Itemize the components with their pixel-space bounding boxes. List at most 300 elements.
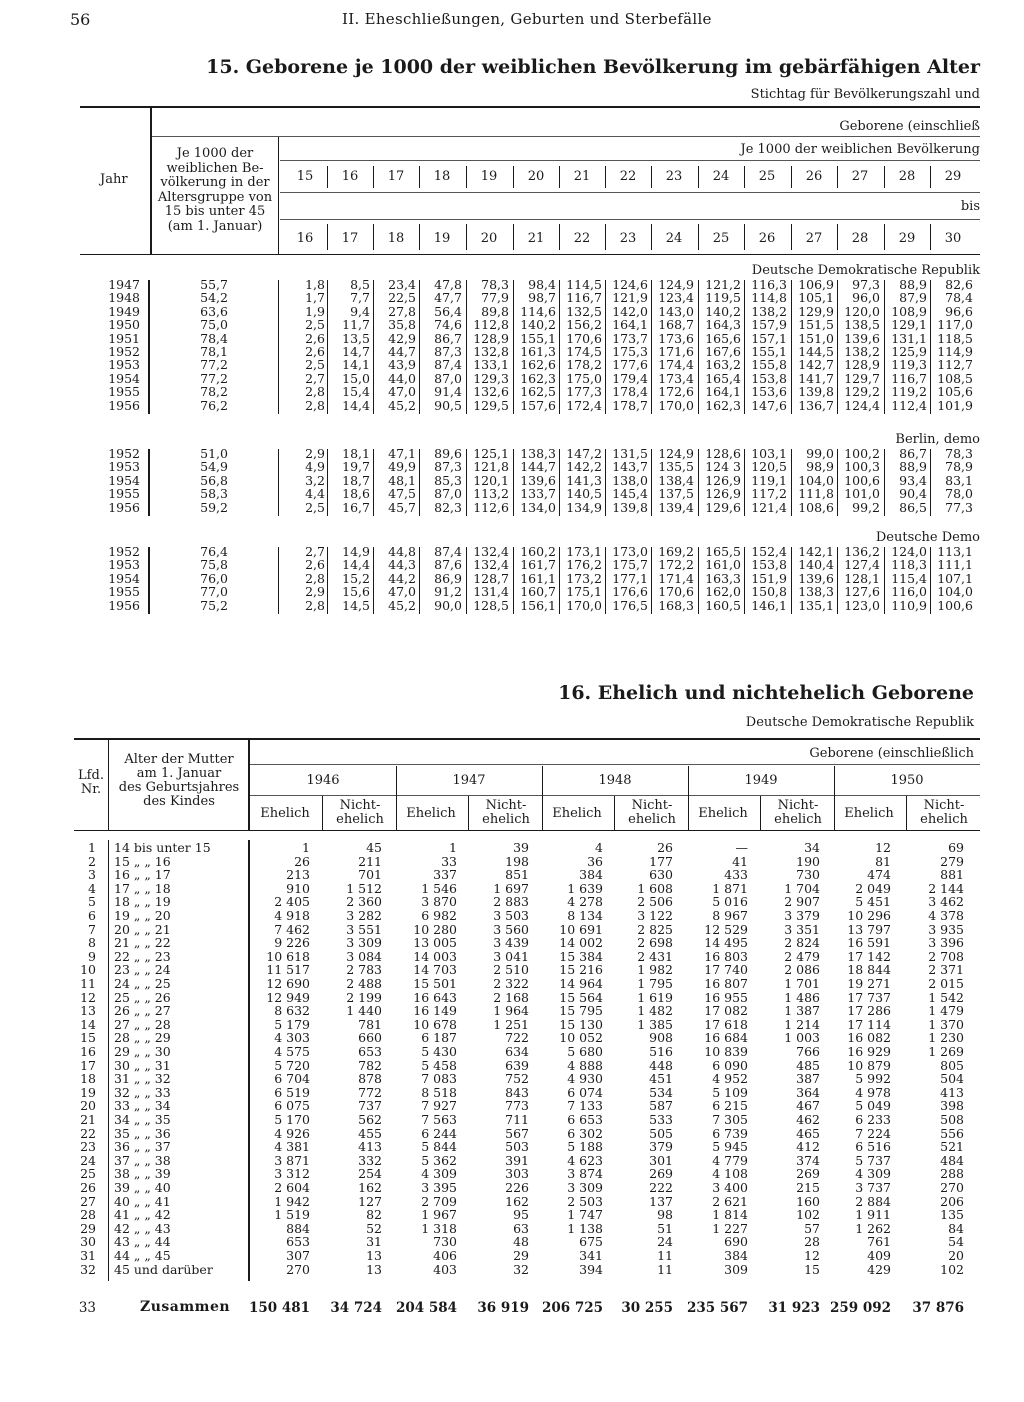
table15-age-from: 17: [387, 169, 405, 184]
table15-value-cell: 100,3: [844, 459, 880, 475]
table16-sub-ehelich: Ehelich: [844, 806, 894, 821]
table15-value-cell: 87,3: [434, 344, 462, 359]
table15-value-cell: 142,2: [566, 459, 602, 475]
table15-value-cell: 15,6: [342, 584, 370, 600]
table16-value-cell: 5 737: [855, 1152, 891, 1168]
table15-value-cell: 85,3: [434, 472, 462, 488]
table16-value-cell: 2 883: [493, 894, 529, 910]
table16-sub-nicht: Nicht-: [339, 798, 381, 813]
table16-value-cell: 484: [940, 1152, 964, 1168]
table15-value-cell: 4,9: [305, 459, 325, 475]
table16-value-cell: 1 964: [493, 1003, 529, 1019]
table15-value-cell: 155,1: [751, 344, 787, 359]
table16-value-cell: 1 704: [784, 880, 820, 896]
table16-value-cell: 587: [649, 1098, 673, 1114]
table16-value-cell: 1 227: [712, 1220, 748, 1236]
table16-sub-nicht: Nicht-: [631, 798, 673, 813]
table15-value-cell: 90,5: [434, 397, 462, 413]
table16-value-cell: 63: [513, 1220, 529, 1236]
table15-value-cell: 4,4: [305, 486, 325, 502]
table16-value-cell: 406: [433, 1248, 457, 1263]
table15-value-cell: 120,5: [751, 459, 787, 475]
table16-value-cell: 403: [433, 1261, 457, 1277]
table16-value-cell: 84: [948, 1220, 964, 1236]
table16-value-cell: 51: [657, 1220, 673, 1236]
table15-value-cell: 2,6: [305, 557, 325, 573]
table15-age-from: 29: [944, 169, 962, 184]
table15-age-to: 24: [665, 231, 683, 246]
table15-value-cell: 131,4: [473, 584, 509, 600]
table15-value-cell: 1,7: [305, 290, 325, 306]
table15-value-cell: 104,0: [937, 584, 973, 600]
table15-section-label: Deutsche Demokratische Republik: [751, 263, 980, 278]
table15-value-cell: 138,2: [844, 344, 880, 359]
table16-value-cell: 690: [724, 1234, 748, 1250]
table16-value-cell: 206: [940, 1193, 964, 1209]
table15-age-to: 26: [758, 231, 776, 246]
table15-value-cell: 100,2: [844, 446, 880, 461]
table15-total-cell: 55,7: [200, 277, 228, 292]
table16-value-cell: 34: [804, 840, 820, 855]
table15-value-cell: 161,7: [520, 557, 556, 573]
table16-value-cell: 17 618: [704, 1016, 748, 1032]
table16-value-cell: 451: [649, 1071, 673, 1087]
table15-col-rate-line: Je 1000 der: [176, 146, 254, 161]
table15-value-cell: 127,4: [844, 557, 880, 573]
table16-value-cell: 26: [657, 840, 673, 855]
table15-year-cell: 1953: [108, 459, 140, 475]
table15-value-cell: 23,4: [388, 277, 416, 292]
table16-value-cell: 843: [505, 1084, 529, 1100]
table16-value-cell: 2 510: [493, 962, 529, 978]
table16-value-cell: 135: [940, 1207, 964, 1223]
table16-value-cell: 16 803: [704, 948, 748, 964]
table15-value-cell: 157,9: [751, 317, 787, 333]
table16-row-age: 25 „ „ 26: [114, 989, 171, 1005]
table15-value-cell: 145,4: [612, 486, 648, 502]
table16-value-cell: 7 224: [855, 1125, 891, 1141]
table16-value-cell: 5 016: [712, 894, 748, 910]
table15-value-cell: 118,3: [891, 557, 927, 573]
table16-value-cell: 3 396: [928, 935, 964, 951]
table16-value-cell: 653: [358, 1044, 382, 1059]
table16-value-cell: 16 955: [704, 989, 748, 1005]
table16-value-cell: 4 779: [712, 1152, 748, 1168]
table15-value-cell: 105,6: [937, 384, 973, 400]
table16-value-cell: 3 871: [274, 1152, 310, 1168]
table16-sub-ehelich: Ehelich: [698, 806, 748, 821]
table15-value-cell: 178,2: [566, 357, 602, 373]
table15-value-cell: 132,5: [566, 303, 602, 319]
table16-value-cell: 3 935: [928, 921, 964, 937]
table15-value-cell: 87,4: [434, 357, 462, 373]
table16-sub-nicht: ehelich: [774, 812, 822, 827]
table15-value-cell: 172,4: [566, 397, 602, 413]
table16-value-cell: 13 797: [847, 921, 891, 937]
table15-value-cell: 15,4: [342, 384, 370, 400]
table16-value-cell: 3 312: [274, 1166, 310, 1182]
table15-year-cell: 1949: [108, 303, 140, 319]
table16-value-cell: 2 503: [567, 1193, 603, 1209]
table16-row-nr: 18: [80, 1071, 96, 1087]
table16-row-age: 35 „ „ 36: [114, 1125, 171, 1141]
table16-value-cell: 10 879: [847, 1057, 891, 1073]
table16-row-age: 28 „ „ 29: [114, 1030, 171, 1046]
table16-value-cell: 6 215: [712, 1098, 748, 1114]
table15-col-rate-line: völkerung in der: [160, 175, 270, 190]
table15-age-from: 20: [527, 169, 545, 184]
table16-value-cell: 20: [948, 1248, 964, 1263]
table16-subtitle: Deutsche Demokratische Republik: [745, 715, 974, 730]
table15-value-cell: 49,9: [388, 459, 416, 475]
table16-title: 16. Ehelich und nichtehelich Geborene: [558, 682, 974, 704]
table16-value-cell: 4 309: [421, 1166, 457, 1182]
table16-value-cell: 1: [302, 840, 310, 855]
table16-value-cell: 2 783: [346, 962, 382, 978]
table15-year-cell: 1955: [108, 584, 140, 600]
table15-value-cell: 176,6: [612, 584, 648, 600]
table16-year-label: 1950: [890, 773, 924, 788]
table16-value-cell: 5 844: [421, 1139, 457, 1155]
table16-value-cell: 10 052: [559, 1030, 603, 1046]
table16-row-nr: 19: [80, 1084, 96, 1100]
table16-value-cell: 387: [796, 1071, 820, 1087]
table15-value-cell: 169,2: [658, 544, 694, 559]
table16-value-cell: 1 519: [274, 1207, 310, 1223]
table15-value-cell: 105,1: [798, 290, 834, 306]
table15-value-cell: 177,3: [566, 384, 602, 400]
table15-head-per1000: Je 1000 der weiblichen Bevölkerung: [740, 142, 980, 157]
table16-year-label: 1946: [306, 773, 340, 788]
table15-value-cell: 82,6: [945, 277, 973, 292]
table16-row-age: 29 „ „ 30: [114, 1044, 171, 1059]
table15-total-cell: 54,2: [200, 290, 228, 306]
table15-value-cell: 87,3: [434, 459, 462, 475]
table15-year-cell: 1953: [108, 357, 140, 373]
table15-age-from: 27: [851, 169, 869, 184]
table15-value-cell: 171,6: [658, 344, 694, 359]
table15-value-cell: 144,5: [798, 344, 834, 359]
table15-total-cell: 56,8: [200, 472, 228, 488]
table16-row-nr: 4: [88, 880, 96, 896]
table15-age-to: 18: [387, 231, 405, 246]
table16-sub-ehelich: Ehelich: [260, 806, 310, 821]
table15-value-cell: 146,1: [751, 597, 787, 613]
table15-value-cell: 99,0: [806, 446, 834, 461]
table16-value-cell: 2 322: [493, 976, 529, 991]
table16-row-nr: 5: [88, 894, 96, 910]
table16-value-cell: 127: [358, 1193, 382, 1209]
table16-row-nr: 14: [80, 1016, 96, 1032]
table16-sub-divider: [468, 796, 469, 830]
table16-sub-nicht: ehelich: [336, 812, 384, 827]
table15-value-cell: 112,6: [473, 499, 509, 515]
table16-row-nr: 2: [88, 853, 96, 869]
table15-value-cell: 129,7: [844, 370, 880, 386]
table15-value-cell: 44,3: [388, 557, 416, 573]
table16-value-cell: 5 680: [567, 1044, 603, 1059]
table15-value-cell: 87,0: [434, 370, 462, 386]
table15-total-cell: 78,4: [200, 330, 228, 346]
table15-value-cell: 120,0: [844, 303, 880, 319]
table16-row-nr: 9: [88, 948, 96, 964]
table16-value-cell: 2 884: [855, 1193, 891, 1209]
table15-year-cell: 1952: [108, 446, 140, 461]
table16-value-cell: 10 691: [559, 921, 603, 937]
table15-value-cell: 143,7: [612, 459, 648, 475]
table15-value-cell: 91,4: [434, 384, 462, 400]
table16-row-age: 37 „ „ 38: [114, 1152, 171, 1168]
table15-col-rate-line: (am 1. Januar): [167, 218, 263, 234]
table15-value-cell: 2,5: [305, 317, 325, 333]
table16-value-cell: 4 978: [855, 1084, 891, 1100]
table15-value-cell: 160,5: [705, 597, 741, 613]
table15-value-cell: 48,1: [388, 472, 416, 488]
table16-value-cell: 12 529: [704, 921, 748, 937]
table15-total-cell: 77,2: [200, 370, 228, 386]
table16-total-cell: 34 724: [330, 1300, 382, 1316]
table15-head-rule: [80, 254, 980, 255]
table15-value-cell: 128,9: [473, 330, 509, 346]
table16-value-cell: 711: [505, 1112, 529, 1127]
table15-value-cell: 18,1: [342, 446, 370, 461]
table16-value-cell: 10 280: [413, 921, 457, 937]
table16-value-cell: 413: [940, 1084, 964, 1100]
table16-value-cell: 394: [579, 1261, 603, 1277]
table16-col-age: des Kindes: [143, 794, 215, 809]
table16-value-cell: 1 214: [784, 1016, 820, 1032]
table15-value-cell: 78,4: [945, 290, 973, 306]
table15-value-cell: 141,7: [798, 370, 834, 386]
table15-total-cell: 76,0: [200, 570, 228, 586]
table16-row-age: 19 „ „ 20: [114, 908, 171, 923]
table16-value-cell: 467: [796, 1098, 820, 1114]
table16-value-cell: 2 431: [637, 948, 673, 964]
table16-value-cell: 13: [366, 1261, 382, 1277]
table15-value-cell: 116,3: [751, 277, 787, 292]
table16-row-nr: 7: [88, 921, 96, 937]
table15-value-cell: 82,3: [434, 499, 462, 515]
table15-value-cell: 100,6: [937, 597, 973, 613]
table15-value-cell: 163,3: [705, 570, 741, 586]
table16-value-cell: 309: [724, 1261, 748, 1277]
table15-age-from: 18: [433, 169, 451, 184]
table15-value-cell: 164,1: [612, 317, 648, 333]
table15-value-cell: 144,7: [520, 459, 556, 475]
table16-value-cell: 630: [649, 867, 673, 883]
table15-value-cell: 112,4: [891, 397, 927, 413]
table16-value-cell: 3 084: [346, 948, 382, 964]
table16-value-cell: 3 282: [346, 908, 382, 923]
table16-row-age: 43 „ „ 44: [114, 1234, 171, 1250]
table16-value-cell: 562: [358, 1112, 382, 1127]
table15-value-cell: 119,2: [891, 384, 927, 400]
table15-year-cell: 1955: [108, 486, 140, 502]
table15-value-cell: 161,0: [705, 557, 741, 573]
table16-value-cell: 14 964: [559, 976, 603, 991]
table16-row-nr: 17: [80, 1057, 96, 1073]
table16-row-age: 22 „ „ 23: [114, 948, 171, 964]
table15-value-cell: 96,6: [945, 303, 973, 319]
table15-value-cell: 155,1: [520, 330, 556, 346]
table15-head-born: Geborene (einschließ: [839, 119, 980, 134]
table16-value-cell: 14 003: [413, 948, 457, 964]
table15-age-from: 28: [898, 169, 916, 184]
table16-value-cell: 16 082: [847, 1030, 891, 1046]
table15-value-cell: 93,4: [899, 472, 927, 488]
table15-value-cell: 14,7: [342, 344, 370, 359]
table15-value-cell: 131,5: [612, 446, 648, 461]
table15-value-cell: 132,8: [473, 344, 509, 359]
table16-value-cell: 15 501: [413, 976, 457, 991]
table16-head-rule: [74, 830, 980, 831]
table15-value-cell: 129,2: [844, 384, 880, 400]
table15-value-cell: 121,4: [751, 499, 787, 515]
table15-value-cell: 114,5: [566, 277, 602, 292]
table16-value-cell: 556: [940, 1125, 964, 1141]
table16-value-cell: 4 888: [567, 1057, 603, 1073]
table15-value-cell: 45,7: [388, 499, 416, 515]
table16-value-cell: 36: [587, 853, 603, 869]
table16-year-label: 1947: [452, 773, 486, 788]
table15-value-cell: 143,0: [658, 303, 694, 319]
table16-value-cell: 15 564: [559, 989, 603, 1005]
table15-year-cell: 1947: [108, 277, 140, 292]
table16-value-cell: 1 512: [346, 880, 382, 896]
table15-value-cell: 47,5: [388, 486, 416, 502]
table16-value-cell: 222: [649, 1180, 673, 1195]
table16-value-cell: 226: [505, 1180, 529, 1195]
table15-value-cell: 113,1: [937, 544, 973, 559]
table16-row-nr: 15: [80, 1030, 96, 1046]
table15-col-rate-line: weiblichen Be-: [166, 160, 264, 176]
table16-value-cell: 398: [940, 1098, 964, 1114]
table16-value-cell: 465: [796, 1125, 820, 1141]
table15-value-cell: 78,3: [481, 277, 509, 292]
table15-age-from: 23: [665, 169, 683, 184]
table15-value-cell: 132,4: [473, 544, 509, 559]
table15-value-cell: 133,1: [473, 357, 509, 373]
table15-value-cell: 138,3: [798, 584, 834, 600]
table16-value-cell: 1 814: [712, 1207, 748, 1223]
table16-value-cell: 1 697: [493, 880, 529, 896]
table15-value-cell: 139,6: [520, 472, 556, 488]
table16-value-cell: 12 949: [266, 989, 310, 1005]
table16-value-cell: 5 720: [274, 1057, 310, 1073]
table16-value-cell: 6 739: [712, 1125, 748, 1141]
table16-row-age: 42 „ „ 43: [114, 1220, 171, 1236]
table16-sub-divider: [906, 796, 907, 830]
table15-value-cell: 164,3: [705, 317, 741, 333]
table16-sub-divider: [614, 796, 615, 830]
table15-value-cell: 128,9: [844, 357, 880, 373]
table15-value-cell: 128,6: [705, 446, 741, 461]
table16-value-cell: 4 303: [274, 1030, 310, 1046]
table16-value-cell: 567: [505, 1125, 529, 1141]
table16-value-cell: 17 286: [847, 1003, 891, 1019]
table15-value-cell: 116,7: [566, 290, 602, 306]
table16-value-cell: 1 942: [274, 1193, 310, 1209]
table15-value-cell: 160,2: [520, 544, 556, 559]
table15-value-cell: 135,1: [798, 597, 834, 613]
table15-year-cell: 1956: [108, 499, 140, 515]
table16-value-cell: 19 271: [847, 976, 891, 991]
table15-value-cell: 108,5: [937, 370, 973, 386]
table16-value-cell: 2 621: [712, 1193, 748, 1209]
table15-age-from: 15: [296, 169, 314, 184]
table16-value-cell: 7 133: [567, 1098, 603, 1114]
table15-value-cell: 124,9: [658, 446, 694, 461]
table16-value-cell: 1 440: [346, 1003, 382, 1019]
table15-value-cell: 113,2: [473, 486, 509, 502]
table16-value-cell: 2 824: [784, 935, 820, 951]
table15-value-cell: 170,6: [566, 330, 602, 346]
table16-value-cell: 15 795: [559, 1003, 603, 1019]
table16-row-age: 38 „ „ 39: [114, 1166, 171, 1182]
table16-value-cell: 8 967: [712, 908, 748, 923]
table15-value-cell: 131,1: [891, 330, 927, 346]
table15-section-total-rule: [278, 449, 279, 516]
table16-row-nr: 26: [80, 1180, 96, 1195]
table16-value-cell: 412: [796, 1139, 820, 1155]
table16-value-cell: 505: [649, 1125, 673, 1141]
table15-value-cell: 151,9: [751, 570, 787, 586]
table15-value-cell: 2,8: [305, 384, 325, 400]
table16-year-label: 1949: [744, 773, 778, 788]
table16-value-cell: 82: [366, 1207, 382, 1223]
table15-age-from: 16: [341, 169, 359, 184]
table15-value-cell: 161,3: [520, 344, 556, 359]
table15-value-cell: 156,2: [566, 317, 602, 333]
table16-value-cell: 45: [366, 840, 382, 855]
table15-value-cell: 3,2: [305, 472, 325, 488]
table15-year-cell: 1954: [108, 370, 140, 386]
table16-value-cell: 7 927: [421, 1098, 457, 1114]
table16-value-cell: 413: [358, 1139, 382, 1155]
table16-value-cell: 2 698: [637, 935, 673, 951]
table16-value-cell: 660: [358, 1030, 382, 1046]
table16-row-age: 15 „ „ 16: [114, 853, 171, 869]
table16-value-cell: 95: [513, 1207, 529, 1223]
table16-value-cell: 7 462: [274, 921, 310, 937]
table15-age-to: 16: [296, 231, 314, 246]
table16-value-cell: 3 400: [712, 1180, 748, 1195]
table15-total-cell: 75,0: [200, 317, 228, 333]
table15-value-cell: 87,0: [434, 486, 462, 502]
table15-value-cell: 165,6: [705, 330, 741, 346]
table16-value-cell: 878: [358, 1071, 382, 1087]
table16-total-cell: 235 567: [686, 1300, 748, 1316]
table15-value-cell: 124 3: [705, 459, 741, 475]
table16-value-cell: 5 109: [712, 1084, 748, 1100]
table16-value-cell: 455: [358, 1125, 382, 1141]
table15-value-cell: 173,6: [658, 330, 694, 346]
table15-age-from: 19: [480, 169, 498, 184]
table16-row-nr: 32: [80, 1261, 96, 1277]
table15-value-cell: 112,8: [473, 317, 509, 333]
table16-value-cell: 433: [724, 867, 748, 883]
table16-value-cell: 190: [796, 853, 820, 869]
table16-total-cell: 206 725: [541, 1300, 603, 1316]
table16-value-cell: 270: [940, 1180, 964, 1195]
table15-sub-rule: [152, 136, 980, 137]
table16-value-cell: 908: [649, 1030, 673, 1046]
table16-value-cell: 177: [649, 853, 673, 869]
table15-value-cell: 98,4: [528, 277, 556, 292]
table15-value-cell: 140,2: [705, 303, 741, 319]
table16-value-cell: 1 370: [928, 1016, 964, 1032]
table15-total-cell: 75,2: [200, 597, 228, 613]
